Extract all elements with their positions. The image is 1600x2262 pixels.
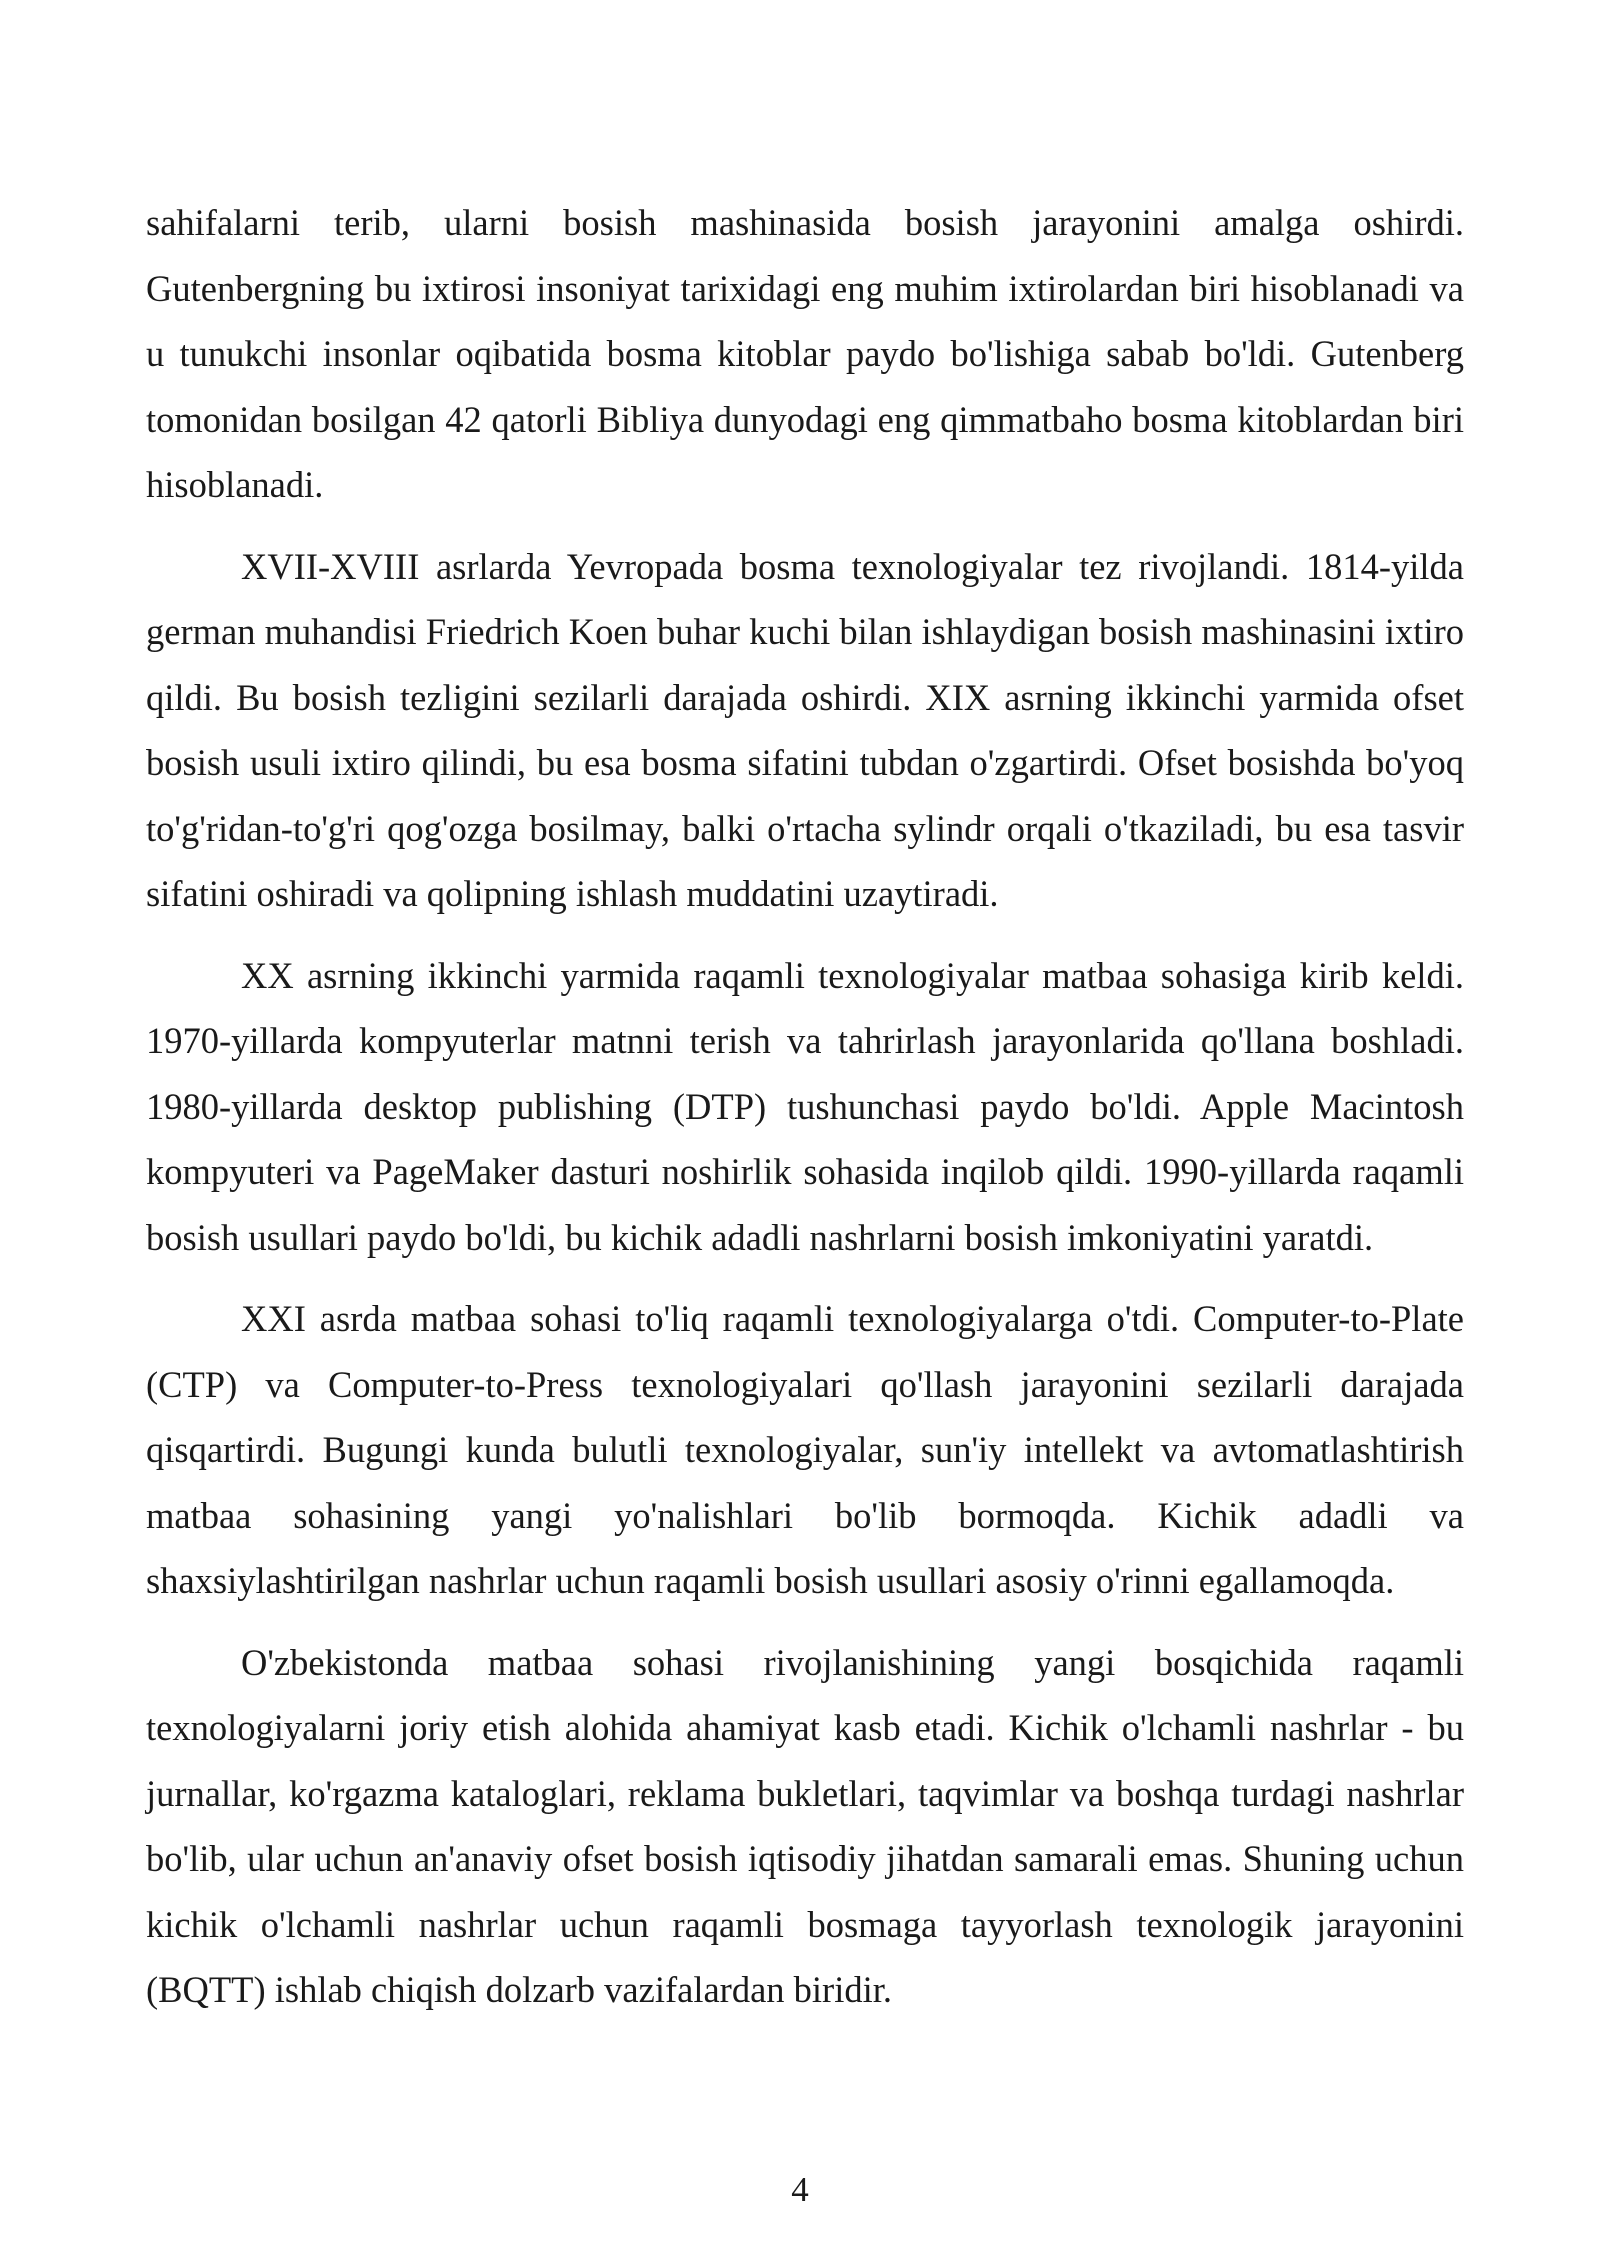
paragraph-17-18-centuries: XVII-XVIII asrlarda Yevropada bosma texnologiyalar tez rivojlandi. 1814-yilda german muhandisi Friedrich Koen buhar kuchi bilan ishlaydigan bosish mashinasini ixtiro qildi. Bu bosish tezligini sezilarli darajada oshirdi. XIX asrning ikkinchi yarmida ofset bosish usuli ixtiro qilindi, bu esa bosma sifatini tubdan o'zgartirdi. Ofset bosishda bo'yoq to'g'ridan-to'g'ri qog'ozga bosilmay, balki o'rtacha sylindr orqali o'tkaziladi, bu esa tasvir sifatini oshiradi va qolipning ishlash muddatini uzaytiradi. — [146, 545, 1464, 914]
paragraph-20th-century-digital: XX asrning ikkinchi yarmida raqamli texnologiyalar matbaa sohasiga kirib keldi. 1970-yillarda kompyuterlar matnni terish va tahrirlash jarayonlarida qo'llana boshladi. 1980-yillarda desktop publishing (DTP) tushunchasi paydo bo'ldi. Apple Macintosh kompyuteri va PageMaker dasturi noshirlik sohasida inqilob qildi. 1990-yillarda raqamli bosish usullari paydo bo'ldi, bu kichik adadli nashrlarni bosish imkoniyatini yaratdi. — [146, 954, 1464, 1258]
paragraph-21st-century: XXI asrda matbaa sohasi to'liq raqamli texnologiyalarga o'tdi. Computer-to-Plate (CTP) va Computer-to-Press texnologiyalari qo'llash jarayonini sezilarli darajada qisqartirdi. Bugungi kunda bulutli texnologiyalar, sun'iy intellekt va avtomatlashtirish matbaa sohasining yangi yo'nalishlari bo'lib bormoqda. Kichik adadli va shaxsiylashtirilgan nashrlar uchun raqamli bosish usullari asosiy o'rinni egallamoqda. — [146, 1298, 1464, 1601]
document-body — [146, 190, 1464, 2039]
page-number: 4 — [791, 2170, 809, 2209]
paragraph-uzbekistan: O'zbekistonda matbaa sohasi rivojlanishining yangi bosqichida raqamli texnologiyalarni joriy etish alohida ahamiyat kasb etadi. Kichik o'lchamli nashrlar - bu jurnallar, ko'rgazma kataloglari, reklama bukletlari, taqvimlar va boshqa turdagi nashrlar bo'lib, ular uchun an'anaviy ofset bosish iqtisodiy jihatdan samarali emas. Shuning uchun kichik o'lchamli nashrlar uchun raqamli bosmaga tayyorlash texnologik jarayonini (BQTT) ishlab chiqish dolzarb vazifalardan biridir. — [146, 1641, 1464, 2010]
paragraph-gutenberg-continuation: sahifalarni terib, ularni bosish mashinasida bosish jarayonini amalga oshirdi. Gutenbergning bu ixtirosi insoniyat tarixidagi eng muhim ixtirolardan biri hisoblanadi va u tunukchi insonlar oqibatida bosma kitoblar paydo bo'lishiga sabab bo'ldi. Gutenberg tomonidan bosilgan 42 qatorli Bibliya dunyodagi eng qimmatbaho bosma kitoblardan biri hisoblanadi. — [146, 202, 1464, 505]
